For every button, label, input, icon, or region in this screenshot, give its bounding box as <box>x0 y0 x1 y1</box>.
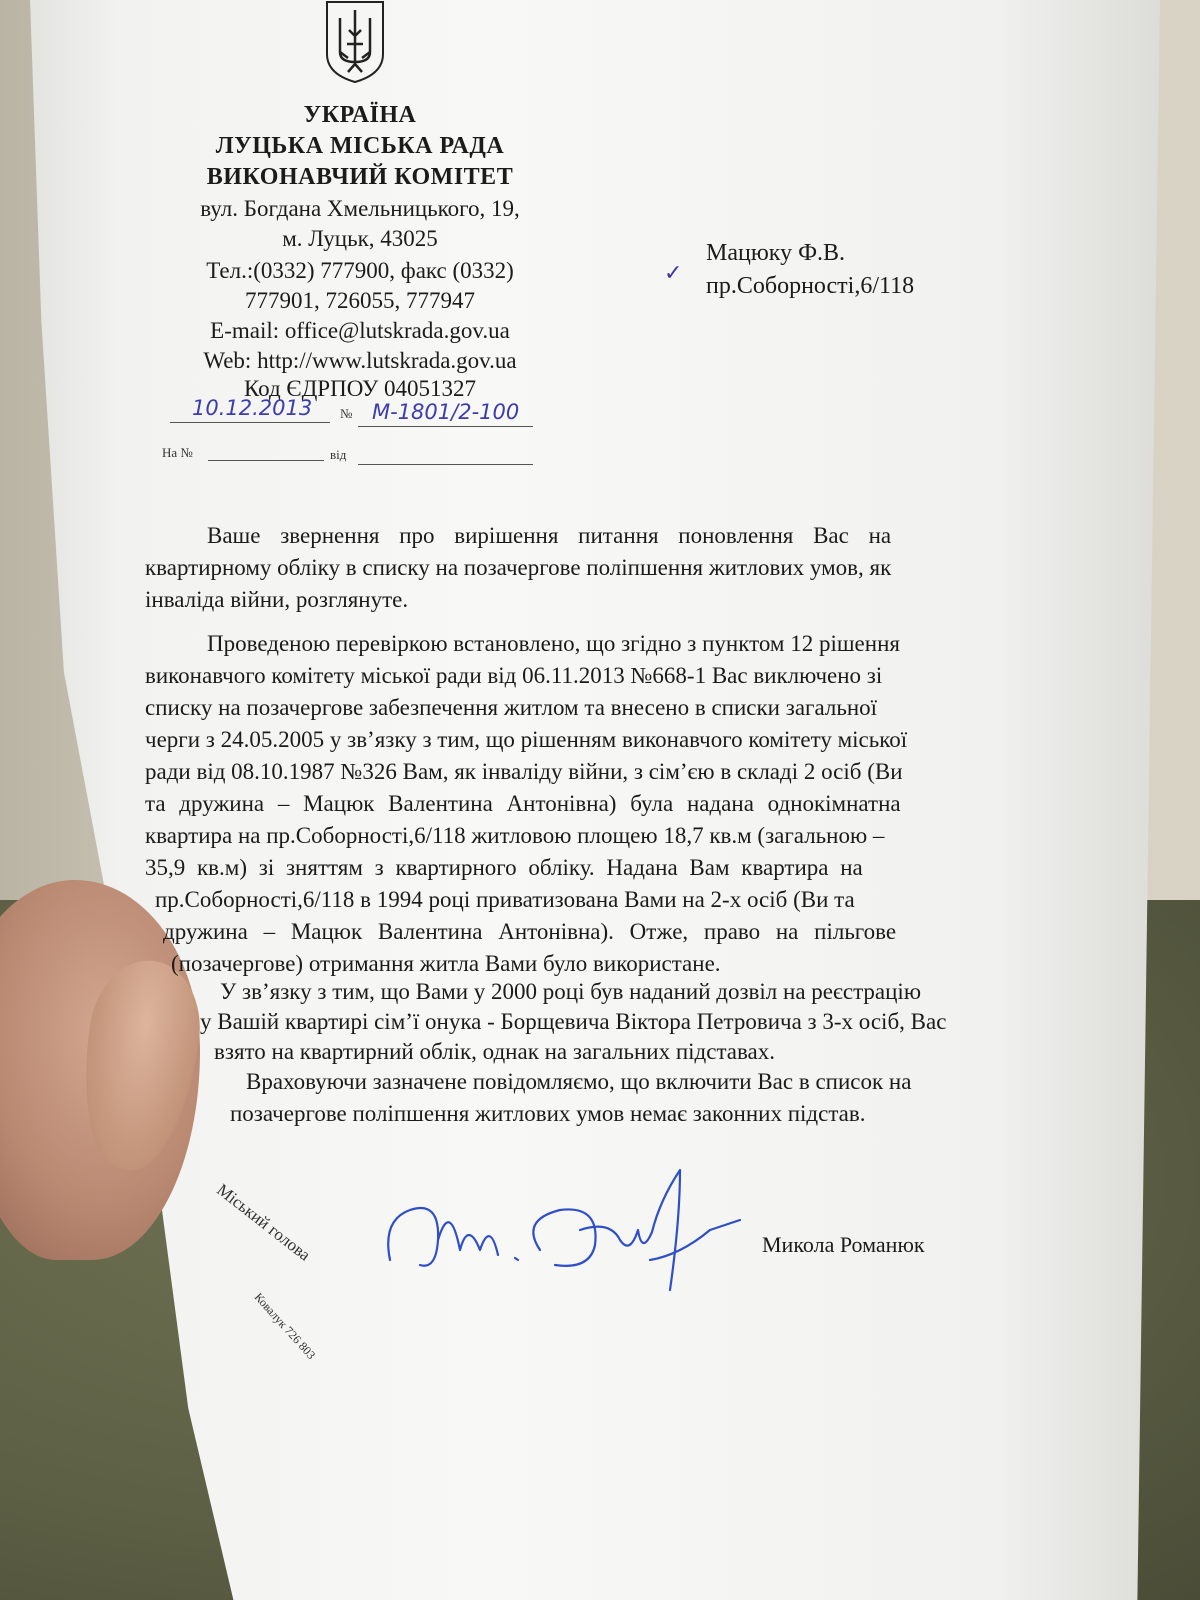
number-underline <box>358 426 533 427</box>
country-name: УКРАЇНА <box>303 102 417 128</box>
email-line: E-mail: office@lutskrada.gov.ua <box>210 318 510 343</box>
registration-date: 10.12.2013 <box>192 396 313 420</box>
reply-from-label: від <box>330 447 347 462</box>
date-underline <box>170 422 330 423</box>
address-line-2: м. Луцьк, 43025 <box>282 226 438 251</box>
reply-date-underline <box>358 464 533 465</box>
address-line-1: вул. Богдана Хмельницького, 19, <box>200 196 520 221</box>
paragraph-2-line-5: ради від 08.10.1987 №326 Вам, як інваліду війни, з сім’єю в складі 2 осіб (Ви <box>145 759 903 784</box>
paragraph-3-line-2: у Вашій квартирі сім’ї онука - Борщевича Віктора Петровича з 3-х осіб, Вас <box>200 1009 947 1034</box>
paragraph-2-line-7: квартира на пр.Соборності,6/118 житловою площею 18,7 кв.м (загальною – <box>145 823 885 848</box>
handwritten-signature <box>380 1160 760 1310</box>
coat-of-arms-icon <box>322 0 388 84</box>
paragraph-1-line-1: Ваше звернення про вирішення питання поновлення Вас на <box>207 523 892 548</box>
council-name: ЛУЦЬКА МІСЬКА РАДА <box>215 133 505 159</box>
paragraph-2 <box>145 628 1065 988</box>
paragraph-2-line-2: виконавчого комітету міської ради від 06.11.2013 №668-1 Вас виключено зі <box>145 663 883 688</box>
phone-line-1: Тел.:(0332) 777900, факс (0332) <box>206 258 514 283</box>
paragraph-2-line-10: дружина – Мацюк Валентина Антонівна). Отже, право на пільгове <box>163 919 897 944</box>
paragraph-1 <box>145 520 1065 620</box>
paragraph-4-line-2: позачергове поліпшення житлових умов немає законних підстав. <box>230 1101 866 1126</box>
paragraph-3 <box>200 976 1060 1076</box>
paragraph-2-line-9: пр.Соборності,6/118 в 1994 році приватизована Вами на 2-х осіб (Ви та <box>155 887 855 912</box>
edrpou-code: Код ЄДРПОУ 04051327 <box>243 376 477 401</box>
paragraph-2-line-8: 35,9 кв.м) зі зняттям з квартирного обліку. Надана Вам квартира на <box>145 855 863 880</box>
phone-line-2: 777901, 726055, 777947 <box>245 288 475 313</box>
paragraph-2-line-6: та дружина – Мацюк Валентина Антонівна) була надана однокімнатна <box>145 791 901 816</box>
reply-number-label: На № <box>162 445 193 460</box>
executor-note: Ковалук 726 803 <box>251 1290 319 1362</box>
number-label: № <box>340 406 353 421</box>
recipient-name: Мацюку Ф.В. <box>706 240 846 266</box>
paragraph-2-line-11: (позачергове) отримання житла Вами було використане. <box>171 951 721 976</box>
web-line: Web: http://www.lutskrada.gov.ua <box>203 348 517 373</box>
check-mark: ✓ <box>664 260 683 285</box>
recipient-address: пр.Соборності,6/118 <box>706 273 915 299</box>
paragraph-2-line-1: Проведеною перевіркою встановлено, що згідно з пунктом 12 рішення <box>207 631 900 656</box>
paragraph-3-line-1: У зв’язку з тим, що Вами у 2000 році був наданий дозвіл на реєстрацію <box>220 979 922 1004</box>
committee-name: ВИКОНАВЧИЙ КОМІТЕТ <box>206 164 514 190</box>
paragraph-4 <box>230 1066 1060 1136</box>
paragraph-4-line-1: Враховуючи зазначене повідомляємо, що включити Вас в список на <box>246 1069 912 1094</box>
signatory-name: Микола Романюк <box>762 1232 925 1257</box>
signature-position: Міський голова <box>213 1180 315 1265</box>
registration-number: М-1801/2-100 <box>372 400 520 424</box>
paragraph-1-line-3: інваліда війни, розглянуте. <box>145 587 409 612</box>
paragraph-3-line-3: взято на квартирний облік, однак на загальних підставах. <box>214 1039 776 1064</box>
paragraph-1-line-2: квартирному обліку в списку на позачергове поліпшення житлових умов, як <box>145 555 892 580</box>
paragraph-2-line-4: черги з 24.05.2005 у зв’язку з тим, що рішенням виконавчого комітету міської <box>145 727 908 752</box>
paragraph-2-line-3: списку на позачергове забезпечення житлом та внесено в списки загальної <box>145 695 878 720</box>
reply-number-underline <box>208 460 324 461</box>
